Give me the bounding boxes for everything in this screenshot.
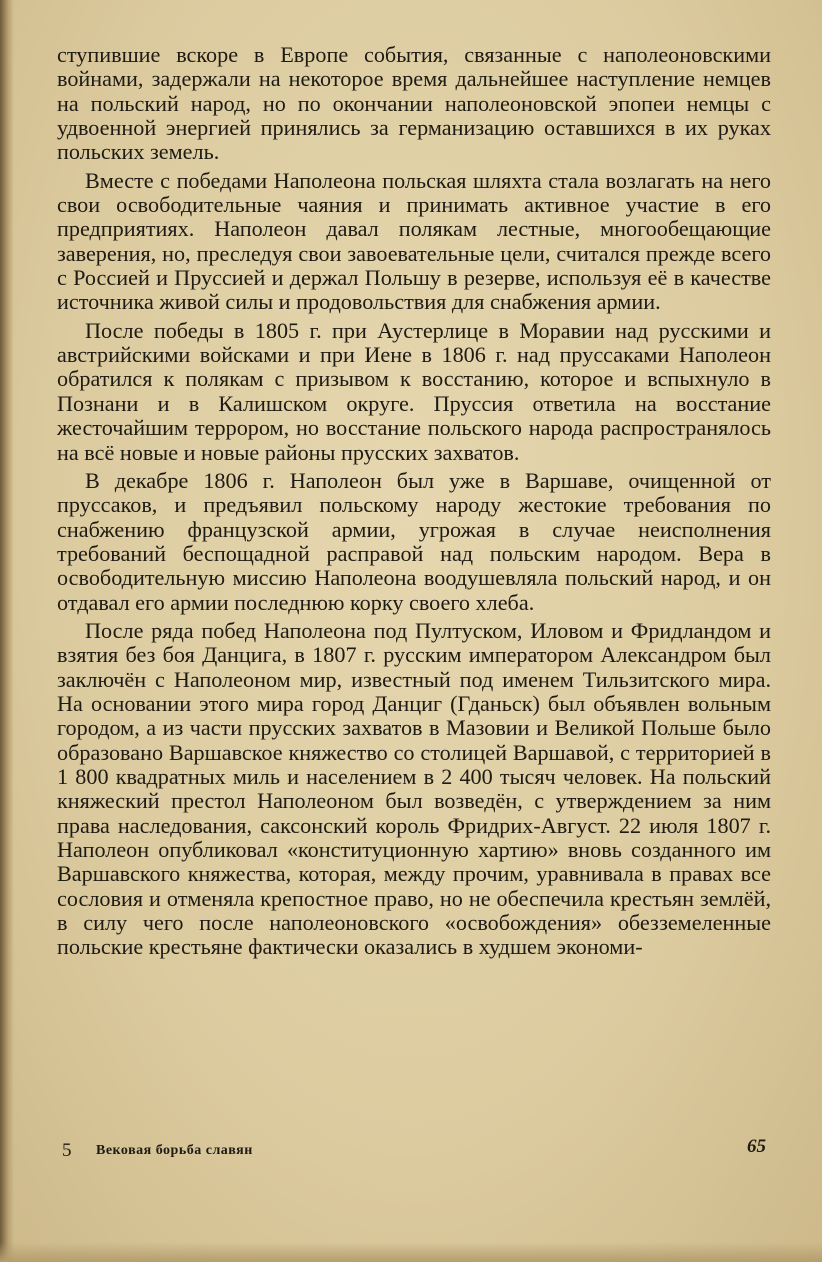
page-bottom-shadow [0,1242,822,1262]
body-text [57,43,771,964]
page-binding-shadow [0,0,14,1262]
page-number: 65 [747,1136,766,1157]
paragraph-5: После ряда побед Наполеона под Пултуском, Иловом и Фридландом и взятия без боя Данцига, в 1807 г. русским императором Александром был заключён с Наполеоном мир, известный под именем Тильзитского мира. На основании этого мира город Данциг (Гданьск) был объявлен вольным городом, а из части прусских захватов в Мазовии и Великой Польше было образовано Варшавское княжество со столицей Варшавой, с территорией в 1 800 квадратных миль и населением в 2 400 тысяч человек. На польский княжеский престол Наполеоном был возведён, с утверждением за ним права наследования, саксонский король Фридрих-Август. 22 июля 1807 г. Наполеон опубликовал «конституционную хартию» вновь созданного им Варшавского княжества, которая, между прочим, уравнивала в правах все сословия и отменяла крепостное право, но не обеспечила крестьян землёй, в силу чего после наполеоновского «освобождения» обезземеленные польские крестьяне фактически оказались в худшем экономи- [57,617,771,960]
paragraph-1: ступившие вскоре в Европе события, связанные с наполеоновскими войнами, задержали на некоторое время дальнейшее наступление немцев на польский народ, но по окончании наполеоновской эпопеи немцы с удвоенной энергией принялись за германизацию оставшихся в их руках польских земель. [57,42,771,165]
paragraph-4: В декабре 1806 г. Наполеон был уже в Варшаве, очищенной от пруссаков, и предъявил польскому народу жестокие требования по снабжению французской армии, угрожая в случае неисполнения требований беспощадной расправой над польским народом. Вера в освободительную миссию Наполеона воодушевляла польский народ, и он отдавал его армии последнюю корку своего хлеба. [57,467,771,615]
page-footer [62,1136,772,1164]
signature-number: 5 [62,1140,72,1161]
signature-title: Вековая борьба славян [96,1143,253,1158]
paragraph-2: Вместе с победами Наполеона польская шляхта стала возлагать на него свои освободительные чаяния и принимать активное участие в его предприятиях. Наполеон давал полякам лестные, многообещающие заверения, но, преследуя свои завоевательные цели, считался прежде всего с Россией и Пруссией и держал Польшу в резерве, используя её в качестве источника живой силы и продовольствия для снабжения армии. [57,167,771,315]
paragraph-3: После победы в 1805 г. при Аустерлице в Моравии над русскими и австрийскими войсками и при Иене в 1806 г. над пруссаками Наполеон обратился к полякам с призывом к восстанию, которое и вспыхнуло в Познани и в Калишском округе. Пруссия ответила на восстание жесточайшим террором, но восстание польского народа распространялось на всё новые и новые районы прусских захватов. [57,317,771,465]
